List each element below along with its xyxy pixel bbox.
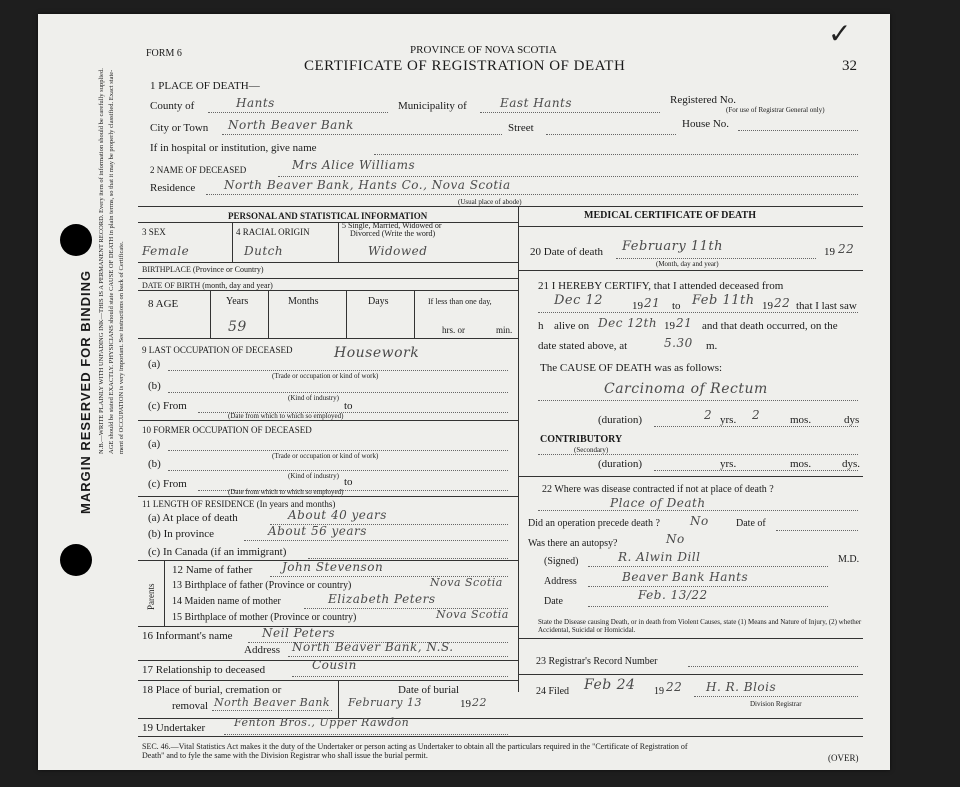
over-label: (OVER) [828,753,859,763]
violent-causes-note: State the Disease causing Death, or in death from Violent Causes, state (1) Means and Nature of Injury, (2) whether Accidental, Suicidal or Homicidal. [538,618,862,634]
med-line [588,566,828,567]
signed-value: R. Alwin Dill [618,550,701,564]
last-saw-text: that I last saw [796,300,857,312]
mother-birthplace-label: 15 Birthplace of mother (Province or country) [172,612,357,623]
punch-hole [60,544,92,576]
form-number: FORM 6 [146,48,182,59]
street-line [546,134,676,135]
rule [164,560,165,626]
inf-line [292,676,508,677]
informant-value: Neil Peters [262,626,336,640]
residence-a-value: About 40 years [288,508,387,522]
occ-b: (b) [148,380,161,392]
med-line [588,606,828,607]
municipality-value: East Hants [500,96,573,110]
hospital-line [374,154,858,155]
city-line [222,134,502,135]
informant-address-label: Address [244,644,281,656]
marital-label: 5 Single, Married, Widowed or [342,221,442,230]
yrs-label-2: yrs. [720,458,737,470]
med-line [694,696,858,697]
margin-instruction: N.B.—WRITE PLAINLY WITH UNFADING INK—THIS IS A PERMANENT RECORD. Every item of information should be carefully supplied. [98,68,105,454]
marital-value: Widowed [368,244,428,258]
date-note: (Date from which to which so employed) [228,412,344,420]
sign-date-label: Date [544,596,563,607]
occ-line [168,392,508,393]
rule [138,496,518,497]
rule [138,290,518,291]
death-year-value: 22 [838,242,855,256]
racial-origin-label: 4 RACIAL ORIGIN [236,227,310,237]
burial-removal-label: removal [172,700,209,712]
undertaker-label: 19 Undertaker [142,722,206,734]
rule [338,680,339,718]
med-line [616,258,816,259]
filed-label: 24 Filed [536,686,570,697]
burial-line [224,734,508,735]
street-label: Street [508,122,534,134]
days-label: Days [368,296,389,307]
father-value: John Stevenson [282,560,384,574]
rule [346,290,347,338]
sign-date-value: Feb. 13/22 [638,588,708,602]
hospital-label: If in hospital or institution, give name [150,142,317,154]
occ-to: to [344,476,353,488]
filed-year-value: 22 [666,680,683,694]
industry-note: (Kind of industry) [288,472,339,480]
registered-note: (For use of Registrar General only) [726,106,825,114]
inf-line [288,656,508,657]
autopsy-value: No [666,532,685,546]
sex-value: Female [142,244,190,258]
undertaker-value: Fenton Bros., Upper Rawdon [234,716,410,729]
hrs-label: hrs. or [442,325,465,335]
rule [138,338,518,339]
year1-value: 21 [644,296,661,310]
residence-c-label: (c) In Canada (if an immigrant) [148,546,287,558]
occurred-text: and that death occurred, on the [702,320,838,332]
operation-value: No [690,514,709,528]
rule [138,278,518,279]
med-line [538,454,858,455]
death-date-value: February 11th [622,239,723,254]
death-year-prefix: 19 [824,246,835,258]
mother-label: 14 Maiden name of mother [172,596,281,607]
division-registrar-label: Division Registrar [750,700,802,708]
years-label: Years [226,296,249,307]
marital-label-2: Divorced (Write the word) [350,229,436,238]
dob-label: DATE OF BIRTH (month, day and year) [142,281,273,290]
center-divider [518,206,519,692]
registrar-signature: H. R. Blois [706,680,777,694]
residence-label: Residence [150,182,196,194]
rule [232,222,233,262]
doctor-address-label: Address [544,576,577,587]
footer-text: SEC. 46.—Vital Statistics Act makes it the duty of the Undertaker or person acting as Undertaker to obtain all the particulars required in the "Certificate of Registration of [142,742,688,751]
last-occupation-label: 9 LAST OCCUPATION OF DECEASED [142,345,293,355]
operation-label: Did an operation precede death ? [528,518,660,529]
res-line [308,558,508,559]
mother-birthplace-value: Nova Scotia [436,608,509,621]
house-line [738,130,858,131]
binding-margin-label: MARGIN RESERVED FOR BINDING [78,269,93,514]
doctor-address-value: Beaver Bank Hants [622,570,749,584]
sex-label: 3 SEX [142,227,166,237]
year3-prefix: 19 [664,320,675,332]
filed-value: Feb 24 [584,677,636,693]
med-line [688,666,858,667]
rule [138,680,518,681]
parents-label: Parents [146,583,156,610]
year3-value: 21 [676,316,693,330]
death-date-label: 20 Date of death [530,246,603,258]
mos-label: mos. [790,414,812,426]
attended-to-value: Feb 11th [692,293,755,308]
occ-a: (a) [148,358,161,370]
last-occupation-value: Housework [334,345,420,361]
occ-line [168,450,508,451]
age-years-value: 59 [228,319,247,335]
margin-instruction: ment of OCCUPATION is very important. See instructions on back of Certificate. [118,241,125,454]
racial-origin-value: Dutch [244,244,284,258]
duration-months-value: 2 [752,408,761,422]
year2-value: 22 [774,296,791,310]
to-label: to [672,300,681,312]
year2-prefix: 19 [762,300,773,312]
rule [518,638,863,639]
rule [518,674,863,675]
mos-label-2: mos. [790,458,812,470]
autopsy-label: Was there an autopsy? [528,538,618,549]
rule [414,290,415,338]
filed-year-prefix: 19 [654,686,664,697]
relationship-label: 17 Relationship to deceased [142,664,266,676]
md-label: M.D. [838,554,860,565]
time-value: 5.30 [664,336,693,350]
alive-on-label: alive on [554,320,590,332]
contracted-label: 22 Where was disease contracted if not at place of death ? [542,484,774,495]
residence-a-label: (a) At place of death [148,512,238,524]
dys-label: dys [844,414,860,426]
birthplace-label: BIRTHPLACE (Province or Country) [142,265,264,274]
duration-years-value: 2 [704,408,713,422]
yrs-label: yrs. [720,414,737,426]
check-mark-icon: ✓ [828,19,852,50]
former-occupation-label: 10 FORMER OCCUPATION OF DECEASED [142,425,312,435]
occ-line [168,470,508,471]
res-line [244,540,508,541]
personal-section-title: PERSONAL AND STATISTICAL INFORMATION [228,211,428,221]
min-label: min. [496,325,513,335]
less-than-day-label: If less than one day, [428,297,492,306]
rule [338,222,339,262]
date-of-label: Date of [736,518,766,529]
med-line [654,426,858,427]
province-title: PROVINCE OF NOVA SCOTIA [410,44,557,56]
county-label: County of [150,100,195,112]
registered-label: Registered No. [670,94,736,106]
occ-to: to [344,400,353,412]
place-of-death-heading: 1 PLACE OF DEATH— [150,80,260,92]
med-line [654,470,858,471]
municipality-line [480,112,660,113]
death-date-note: (Month, day and year) [656,260,719,268]
alive-h: h [538,320,544,332]
father-birthplace-label: 13 Birthplace of father (Province or country) [172,580,352,591]
occ-b: (b) [148,458,161,470]
county-line [208,112,388,113]
m-label: m. [706,340,718,352]
residence-b-value: About 56 years [268,524,367,538]
secondary-note: (Secondary) [574,446,609,454]
residence-line [206,194,858,195]
city-label: City or Town [150,122,209,134]
father-label: 12 Name of father [172,564,253,576]
duration-label-2: (duration) [598,458,642,470]
med-line [538,400,858,401]
occ-c-from: (c) From [148,478,187,490]
cause-label: The CAUSE OF DEATH was as follows: [540,362,723,374]
occ-line [168,370,508,371]
occ-a: (a) [148,438,161,450]
trade-note: (Trade or occupation or kind of work) [272,372,379,380]
contracted-value: Place of Death [610,496,706,510]
rule [268,290,269,338]
city-value: North Beaver Bank [228,118,354,132]
certify-text: 21 I HEREBY CERTIFY, that I attended deceased from [538,280,784,292]
margin-instruction: AGE should be stated EXACTLY. PHYSICIANS should state CAUSE OF DEATH in plain terms, so that it may be properly classified. Exact state- [108,69,115,454]
months-label: Months [288,296,319,307]
footer-text-2: Death" and to fyle the same with the Division Registrar who shall issue the burial permit. [142,751,428,760]
rule [138,262,518,263]
certificate-title: CERTIFICATE OF REGISTRATION OF DEATH [304,58,626,74]
occ-c-from: (c) From [148,400,187,412]
burial-place-value: North Beaver Bank [214,696,331,709]
residence-b-label: (b) In province [148,528,214,540]
house-label: House No. [682,118,730,130]
trade-note: (Trade or occupation or kind of work) [272,452,379,460]
rule [138,420,518,421]
informant-label: 16 Informant's name [142,630,233,642]
cause-value: Carcinoma of Rectum [604,381,768,397]
med-line [538,312,858,313]
attended-from-value: Dec 12 [554,293,604,308]
rule [518,476,863,477]
rule [138,736,863,737]
relationship-value: Cousin [312,658,357,672]
duration-label: (duration) [598,414,642,426]
date-stated-text: date stated above, at [538,340,628,352]
death-certificate [38,14,890,770]
name-of-deceased-value: Mrs Alice Williams [292,158,416,172]
signed-label: (Signed) [544,556,579,567]
rule [138,222,518,223]
burial-date-value: February 13 [348,696,422,709]
dys-label-2: dys. [842,458,861,470]
med-line [538,510,858,511]
municipality-label: Municipality of [398,100,467,112]
rule [138,206,863,207]
rule [518,226,863,227]
burial-date-label: Date of burial [398,684,460,696]
rule [210,290,211,338]
alive-on-value: Dec 12th [598,316,658,330]
burial-year-prefix: 19 [460,698,471,710]
residence-value: North Beaver Bank, Hants Co., Nova Scotia [224,178,511,192]
year1-prefix: 19 [632,300,643,312]
name-of-deceased-label: 2 NAME OF DECEASED [150,165,247,175]
burial-place-label: 18 Place of burial, cremation or [142,684,282,696]
residence-length-label: 11 LENGTH OF RESIDENCE (In years and months) [142,499,336,509]
med-line [776,530,858,531]
page-number: 32 [842,58,857,74]
burial-line [212,710,332,711]
residence-note: (Usual place of abode) [458,198,522,206]
informant-address-value: North Beaver Bank, N.S. [292,640,454,654]
registrar-record-label: 23 Registrar's Record Number [536,656,658,667]
date-note: (Date from which to which so employed) [228,488,344,496]
punch-hole [60,224,92,256]
industry-note: (Kind of industry) [288,394,339,402]
med-line [588,586,828,587]
county-value: Hants [236,96,275,110]
medical-certificate-title: MEDICAL CERTIFICATE OF DEATH [584,210,756,221]
name-line [278,176,858,177]
mother-value: Elizabeth Peters [328,592,436,606]
rule [518,270,863,271]
burial-year-value: 22 [472,696,487,709]
father-birthplace-value: Nova Scotia [430,576,503,589]
contributory-label: CONTRIBUTORY [540,434,623,445]
age-label: 8 AGE [148,298,179,310]
